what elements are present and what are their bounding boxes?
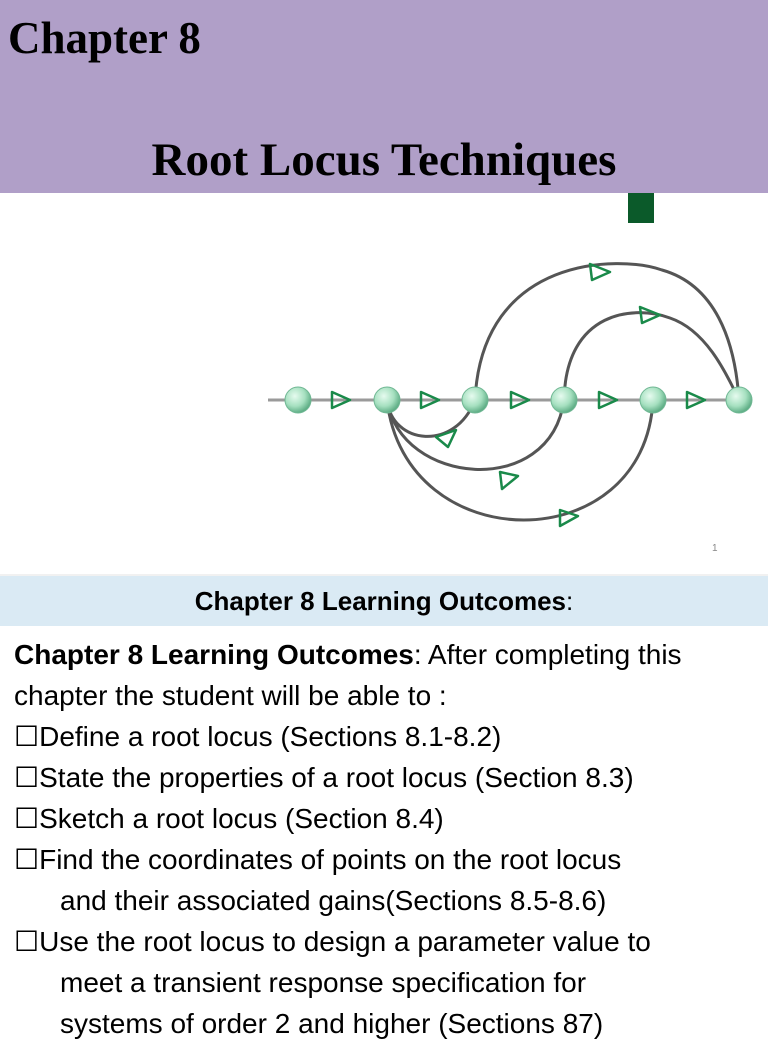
chapter-label: Chapter 8 (8, 13, 201, 63)
node (551, 387, 577, 413)
intro-rest: : After completing this (413, 639, 682, 670)
feedforward-loop-outer (475, 264, 739, 400)
accent-tab (628, 193, 654, 223)
outcomes-header-colon: : (566, 586, 574, 616)
checkbox-icon: ☐ (14, 721, 40, 752)
node (640, 387, 666, 413)
checkbox-icon: ☐ (14, 803, 40, 834)
outcomes-header-title: Chapter 8 Learning Outcomes (194, 586, 567, 616)
bullet-item (14, 921, 762, 962)
bullet-item (14, 839, 762, 880)
bullet-text: State the properties of a root locus (Section 8.3) (39, 762, 634, 793)
node (285, 387, 311, 413)
title-band (0, 0, 768, 193)
checkbox-icon: ☐ (14, 926, 40, 957)
arrow-icon (590, 264, 610, 280)
intro-line-1 (14, 634, 762, 675)
node (462, 387, 488, 413)
bullet-continuation: and their associated gains(Sections 8.5-8.6) (60, 885, 607, 916)
arrow-icon (436, 430, 456, 447)
outcomes-header (0, 576, 768, 626)
intro-line-2: chapter the student will be able to : (14, 680, 447, 711)
bullet-continuation: meet a transient response specification for (60, 967, 587, 998)
slide-title: Root Locus Techniques (151, 134, 617, 186)
bullet-item (14, 757, 762, 798)
bullet-item (14, 716, 762, 757)
arrow-icon (560, 510, 578, 526)
signal-flow-diagram (260, 230, 760, 550)
bullet-text: Use the root locus to design a parameter value to (39, 926, 651, 957)
arrow-icon (640, 307, 660, 323)
bullet-text: Find the coordinates of points on the root locus (39, 844, 622, 875)
node (374, 387, 400, 413)
node (726, 387, 752, 413)
bullet-item (14, 798, 762, 839)
arrow-icon (500, 472, 518, 489)
bullet-text: Sketch a root locus (Section 8.4) (39, 803, 444, 834)
bullet-continuation: systems of order 2 and higher (Sections 87) (60, 1008, 604, 1039)
intro-bold: Chapter 8 Learning Outcomes (14, 639, 414, 670)
checkbox-icon: ☐ (14, 844, 40, 875)
checkbox-icon: ☐ (14, 762, 40, 793)
slide-number: 1 (712, 543, 718, 554)
bullet-text: Define a root locus (Sections 8.1-8.2) (39, 721, 502, 752)
outcomes-body (14, 634, 762, 1044)
